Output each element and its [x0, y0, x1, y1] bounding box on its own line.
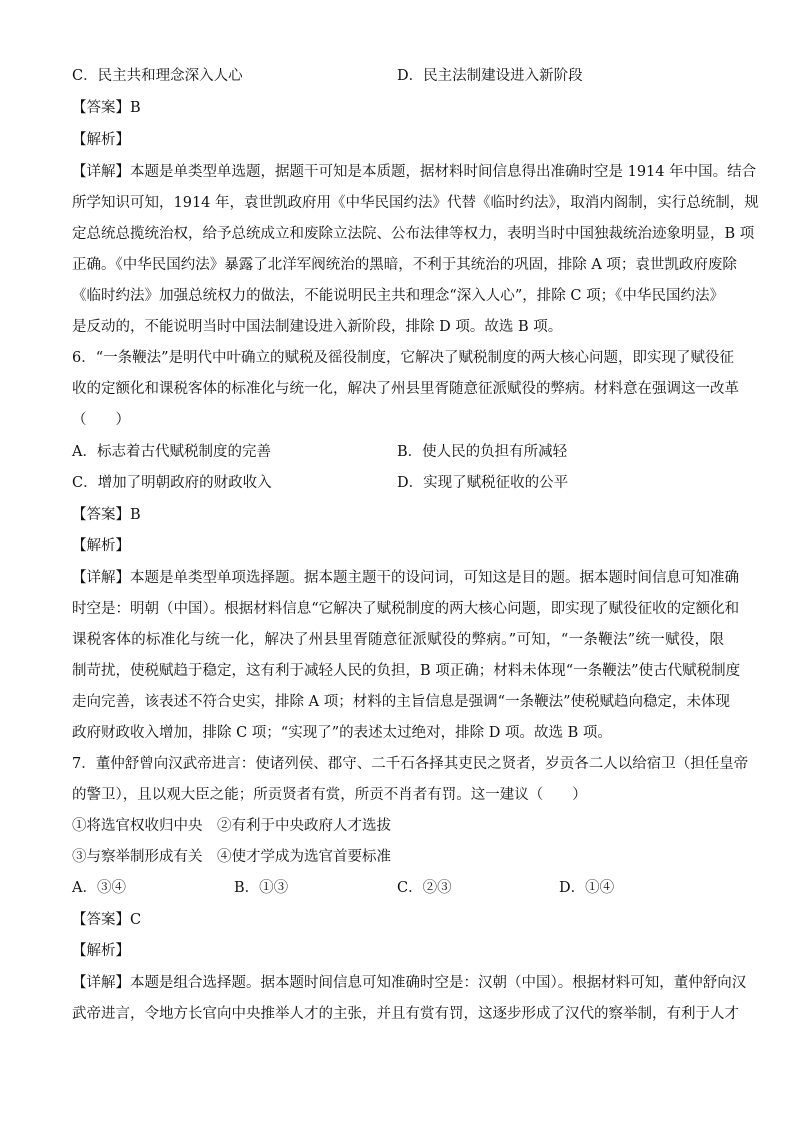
- q5-option-d: D．民主法制建设进入新阶段: [397, 68, 583, 84]
- q5-detail-line: 所学知识可知，1914 年，袁世凯政府用《中华民国约法》代替《临时约法》，取消内阁制，实行总统制，规: [72, 195, 759, 211]
- q6-detail-line: 【详解】本题是单类型单项选择题。据本题主题干的设问词，可知这是目的题。据本题时间信息可知准确: [72, 570, 739, 586]
- q5-detail-line: 《临时约法》加强总统权力的做法，不能说明民主共和理念“深入人心”，排除 C 项；《中华民国约法》: [72, 288, 724, 304]
- q6-stem-line: （ ）: [72, 412, 130, 428]
- q6-detail-line: 走向完善，该表述不符合史实，排除 A 项；材料的主旨信息是强调“一条鞭法”使税赋趋向稳定，未体现: [72, 694, 731, 710]
- q6-answer: 【答案】B: [72, 507, 141, 523]
- q7-stem-line: 7．董仲舒曾向汉武帝进言：使诸列侯、郡守、二千石各择其吏民之贤者，岁贡各二人以给宿卫（担任皇帝: [72, 756, 749, 772]
- q5-detail-line: 【详解】本题是单类型单选题，据题干可知是本质题，据材料时间信息得出准确时空是 1914 年中国。结合: [72, 164, 757, 180]
- q5-detail-line: 是反动的，不能说明当时中国法制建设进入新阶段，排除 D 项。故选 B 项。: [72, 319, 563, 335]
- q7-items-line: ③与察举制形成有关 ④使才学成为选官首要标准: [72, 849, 391, 865]
- q5-option-c: C．民主共和理念深入人心: [72, 68, 243, 84]
- q5-detail-line: 定总统总揽统治权，给予总统成立和废除立法院、公布法律等权力，表明当时中国独裁统治迹象明显，B 项: [72, 226, 755, 242]
- q7-items-line: ①将选官权收归中央 ②有利于中央政府人才选拔: [72, 818, 391, 834]
- q7-answer: 【答案】C: [72, 912, 142, 928]
- q7-option-a: A．③④: [72, 880, 126, 896]
- q6-detail-line: 时空是：明朝（中国）。根据材料信息“它解决了赋税制度的两大核心问题，即实现了赋役征收的定额化和: [72, 601, 740, 617]
- q6-stem-line: 6．“一条鞭法”是明代中叶确立的赋税及徭役制度，它解决了赋税制度的两大核心问题，即实现了赋役征: [72, 350, 735, 366]
- q7-detail-line: 【详解】本题是组合选择题。据本题时间信息可知准确时空是：汉朝（中国）。根据材料可知，董仲舒向汉: [72, 975, 747, 991]
- q5-analysis-label: 【解析】: [72, 132, 130, 148]
- q6-stem-line: 收的定额化和课税客体的标准化与统一化，解决了州县里胥随意征派赋役的弊病。材料意在强调这一改革: [72, 381, 739, 397]
- q6-detail-line: 政府财政收入增加，排除 C 项；“实现了”的表述太过绝对，排除 D 项。故选 B 项。: [72, 725, 612, 741]
- q7-stem-line: 的警卫），且以观大臣之能；所贡贤者有赏，所贡不肖者有罚。这一建议（ ）: [72, 787, 587, 803]
- q6-analysis-label: 【解析】: [72, 538, 130, 554]
- q7-analysis-label: 【解析】: [72, 943, 130, 959]
- q6-option-a: A．标志着古代赋税制度的完善: [72, 444, 271, 460]
- q7-option-d: D．①④: [559, 880, 615, 896]
- q7-option-b: B．①③: [234, 880, 289, 896]
- q6-detail-line: 课税客体的标准化与统一化，解决了州县里胥随意征派赋役的弊病。”可知，“一条鞭法”统一赋役，限: [72, 632, 724, 648]
- q5-answer: 【答案】B: [72, 100, 141, 116]
- q6-option-b: B．使人民的负担有所减轻: [397, 444, 568, 460]
- q6-option-d: D．实现了赋税征收的公平: [397, 475, 569, 491]
- q6-option-c: C．增加了明朝政府的财政收入: [72, 475, 272, 491]
- q7-detail-line: 武帝进言，令地方长官向中央推举人才的主张，并且有赏有罚，这逐步形成了汉代的察举制，有利于人才: [72, 1006, 739, 1022]
- q5-detail-line: 正确。《中华民国约法》暴露了北洋军阀统治的黑暗，不利于其统治的巩固，排除 A 项；袁世凯政府废除: [72, 257, 737, 273]
- q7-option-c: C．②③: [397, 880, 452, 896]
- q6-detail-line: 制苛扰，使税赋趋于稳定，这有利于减轻人民的负担，B 项正确；材料未体现“一条鞭法”使古代赋税制度: [72, 663, 741, 679]
